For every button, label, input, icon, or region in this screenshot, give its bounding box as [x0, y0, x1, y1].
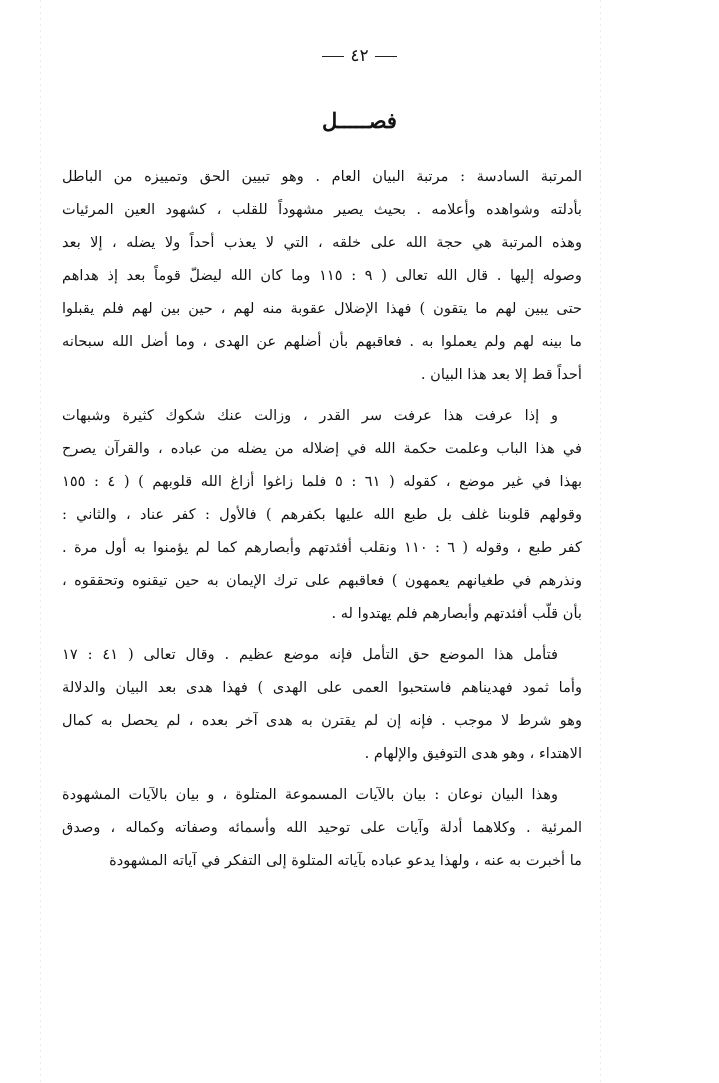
paragraph	[62, 778, 582, 877]
text-line: بهذا في غير موضع ، كقوله ( ٦١ : ٥ فلما زاغوا أزاغ الله قلوبهم ) ( ٤ : ١٥٥	[62, 473, 582, 490]
scan-artifact	[40, 0, 41, 1083]
page-number	[0, 46, 719, 66]
text-line: فتأمل هذا الموضع حق التأمل فإنه موضع عظيم . وقال تعالى ( ٤١ : ١٧	[62, 646, 558, 663]
text-line: ما بينه لهم ولم يعملوا به . فعاقبهم بأن أضلهم عن الهدى ، وما أضل الله سبحانه	[62, 333, 582, 350]
text-line: وصوله إليها . قال الله تعالى ( ٩ : ١١٥ وما كان الله ليضلّ قوماً بعد إذ هداهم	[62, 267, 582, 284]
paragraph	[62, 638, 582, 770]
scan-artifact	[600, 0, 601, 1083]
text-line: وهو شرط لا موجب . فإنه إن لم يقترن به هدى آخر بعده ، لم يحصل به كمال	[62, 712, 582, 729]
paragraph	[62, 160, 582, 391]
text-line: المرتبة السادسة : مرتبة البيان العام . وهو تبيين الحق وتمييزه من الباطل	[62, 168, 582, 185]
text-line: المرئية . وكلاهما أدلة وآيات على توحيد الله وأسمائه وصفاته وكماله ، وصدق	[62, 819, 582, 836]
text-line: وهذه المرتبة هي حجة الله على خلقه ، التي لا يعذب أحداً ولا يضله ، إلا بعد	[62, 234, 582, 251]
text-line: وقولهم قلوبنا غلف بل طبع الله عليها بكفرهم ) فالأول : كفر عناد ، والثاني :	[62, 506, 582, 523]
text-line: وأما ثمود فهديناهم فاستحبوا العمى على الهدى ) فهذا هدى بعد البيان والدلالة	[62, 679, 582, 696]
text-line: ما أخبرت به عنه ، ولهذا يدعو عباده بآياته المتلوة إلى التفكر في آياته المشهودة	[109, 852, 582, 869]
text-line: الاهتداء ، وهو هدى التوفيق والإلهام .	[364, 745, 582, 762]
dash-left	[375, 56, 397, 57]
text-line: أحداً قط إلا بعد هذا البيان .	[420, 366, 582, 383]
paragraph	[62, 399, 582, 630]
text-line: وهذا البيان نوعان : بيان بالآيات المسموعة المتلوة ، و بيان بالآيات المشهودة	[62, 786, 558, 803]
text-line: كفر طبع ، وقوله ( ٦ : ١١٠ ونقلب أفئدتهم وأبصارهم كما لم يؤمنوا به أول مرة .	[62, 539, 582, 556]
text-line: ونذرهم في طغيانهم يعمهون ) فعاقبهم على ترك الإيمان به حين تيقنوه وتحققوه ،	[62, 572, 582, 589]
body-text	[62, 160, 582, 877]
dash-right	[322, 56, 344, 57]
text-line: في هذا الباب وعلمت حكمة الله في إضلاله من يضله من عباده ، والقرآن يصرح	[62, 440, 582, 457]
text-line: و إذا عرفت هذا عرفت سر القدر ، وزالت عنك شكوك كثيرة وشبهات	[62, 407, 558, 424]
text-line: بأدلته وشواهده وأعلامه . بحيث يصير مشهوداً للقلب ، كشهود العين المرئيات	[62, 201, 582, 218]
text-line: بأن قلّب أفئدتهم وأبصارهم فلم يهتدوا له .	[331, 605, 582, 622]
section-heading: فصـــــل	[322, 108, 397, 133]
page-number-text: ٤٢	[350, 46, 369, 66]
text-line: حتى يبين لهم ما يتقون ) فهذا الإضلال عقوبة منه لهم ، حين بين لهم فلم يقبلوا	[62, 300, 582, 317]
